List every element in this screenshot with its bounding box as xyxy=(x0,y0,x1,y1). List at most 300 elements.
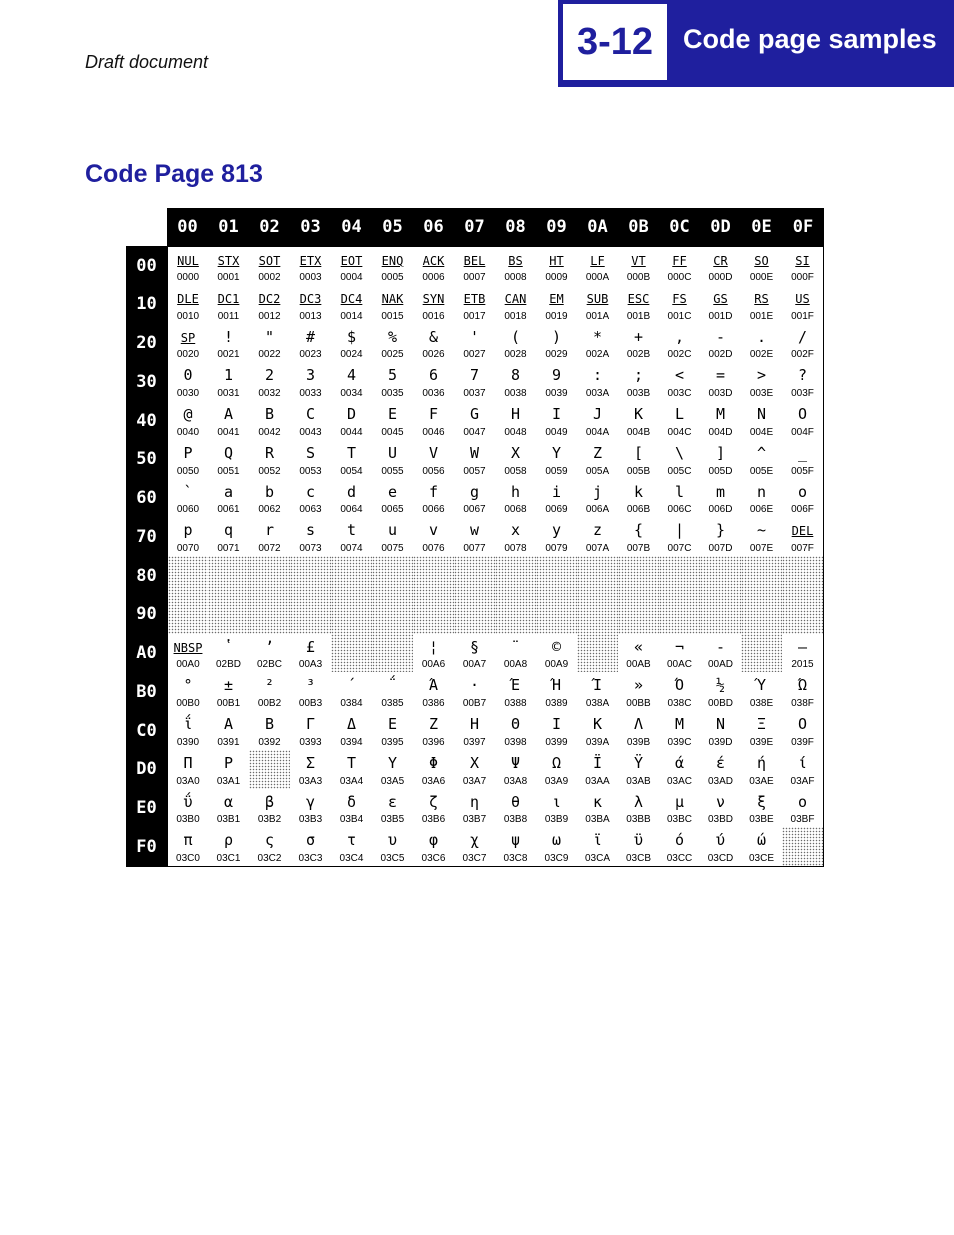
cell-unicode-value: 000B xyxy=(626,271,651,283)
code-cell xyxy=(208,479,250,519)
cell-glyph: e xyxy=(387,482,398,501)
code-cell xyxy=(167,362,209,402)
code-cell xyxy=(331,246,373,286)
code-cell xyxy=(782,789,824,829)
cell-glyph: Ι xyxy=(551,715,562,733)
cell-glyph: C xyxy=(305,405,316,423)
cell-glyph: ρ xyxy=(223,831,234,850)
cell-glyph: A xyxy=(223,405,234,423)
code-cell xyxy=(372,750,414,790)
empty-code-cell xyxy=(331,556,373,596)
cell-unicode-value: 03BB xyxy=(626,814,651,826)
cell-unicode-value: 0025 xyxy=(381,349,404,361)
cell-glyph: U xyxy=(387,443,398,462)
cell-unicode-value: 00B2 xyxy=(257,698,282,709)
cell-unicode-value: 00AC xyxy=(666,659,692,671)
code-cell xyxy=(167,401,209,441)
code-cell xyxy=(208,401,250,441)
empty-code-cell xyxy=(208,556,250,596)
code-cell xyxy=(413,285,455,325)
cell-glyph: σ xyxy=(305,831,316,850)
cell-glyph: [ xyxy=(633,443,644,462)
cell-unicode-value: 006C xyxy=(667,504,692,516)
cell-unicode-value: 03BE xyxy=(749,814,774,826)
code-cell xyxy=(208,711,250,751)
code-cell xyxy=(700,711,742,751)
cell-unicode-value: 001B xyxy=(626,310,651,322)
code-cell xyxy=(659,401,701,441)
cell-glyph: Η xyxy=(469,715,480,733)
code-cell xyxy=(249,440,291,480)
code-cell xyxy=(618,750,660,790)
cell-unicode-value: 0029 xyxy=(545,349,568,361)
cell-unicode-value: 0023 xyxy=(299,349,322,361)
cell-glyph: ύ xyxy=(715,831,726,850)
cell-unicode-value: 0000 xyxy=(176,271,200,283)
code-cell xyxy=(167,246,209,286)
cell-glyph: 2 xyxy=(264,366,275,385)
cell-unicode-value: 0052 xyxy=(258,465,281,477)
empty-code-cell xyxy=(659,595,701,635)
empty-code-cell xyxy=(536,595,578,635)
code-cell xyxy=(495,517,537,557)
code-cell xyxy=(536,440,578,480)
code-cell xyxy=(454,750,496,790)
code-cell xyxy=(495,479,537,519)
code-cell xyxy=(454,634,496,674)
empty-code-cell xyxy=(249,750,291,790)
cell-unicode-value: 0079 xyxy=(545,543,568,554)
page-title: Code Page 813 xyxy=(85,160,263,188)
cell-glyph: ETB xyxy=(463,291,486,306)
cell-glyph: ή xyxy=(756,753,767,772)
code-cell xyxy=(167,440,209,480)
cell-unicode-value: 2015 xyxy=(791,659,814,671)
cell-unicode-value: 0009 xyxy=(545,271,568,283)
cell-unicode-value: 007D xyxy=(708,543,733,554)
empty-code-cell xyxy=(208,595,250,635)
empty-code-cell xyxy=(413,556,455,596)
cell-glyph: ψ xyxy=(510,831,521,850)
empty-code-cell xyxy=(782,556,824,596)
cell-glyph: J xyxy=(592,405,603,423)
code-cell xyxy=(249,517,291,557)
column-header-0D: 0D xyxy=(700,208,741,246)
cell-unicode-value: 0055 xyxy=(381,465,404,477)
cell-unicode-value: 002A xyxy=(585,349,610,361)
cell-unicode-value: 005E xyxy=(749,465,774,477)
cell-unicode-value: 0043 xyxy=(299,426,322,438)
code-cell xyxy=(700,362,742,402)
cell-unicode-value: 03A1 xyxy=(216,775,241,787)
code-cell xyxy=(577,711,619,751)
code-cell xyxy=(454,362,496,402)
code-cell xyxy=(577,440,619,480)
cell-unicode-value: 0040 xyxy=(176,426,200,438)
code-cell xyxy=(208,634,250,674)
cell-glyph: ξ xyxy=(756,792,767,811)
draft-label: Draft document xyxy=(85,52,209,72)
empty-code-cell xyxy=(741,556,783,596)
cell-unicode-value: 0049 xyxy=(545,426,568,438)
cell-unicode-value: 03B9 xyxy=(544,814,569,826)
cell-glyph: ACK xyxy=(422,254,445,268)
empty-code-cell xyxy=(577,595,619,635)
cell-unicode-value: 03A4 xyxy=(339,775,364,787)
cell-unicode-value: 03CD xyxy=(707,853,734,864)
cell-unicode-value: 0050 xyxy=(176,465,200,477)
cell-glyph: DEL xyxy=(791,524,814,539)
cell-glyph: f xyxy=(428,482,439,501)
cell-glyph: 0 xyxy=(183,366,193,385)
cell-glyph: c xyxy=(305,482,316,501)
code-cell xyxy=(208,789,250,829)
cell-glyph: % xyxy=(387,327,398,346)
code-cell xyxy=(495,285,537,325)
row-header-00: 00 xyxy=(126,246,167,285)
cell-glyph: Θ xyxy=(510,715,521,733)
cell-unicode-value: 03CE xyxy=(748,853,774,864)
cell-glyph: NBSP xyxy=(173,640,203,655)
cell-glyph: Ζ xyxy=(428,715,439,733)
code-cell xyxy=(249,479,291,519)
code-cell xyxy=(167,750,209,790)
cell-unicode-value: 03A5 xyxy=(380,775,405,787)
code-cell xyxy=(741,440,783,480)
cell-unicode-value: 03BD xyxy=(707,814,733,826)
cell-glyph: D xyxy=(346,405,357,423)
empty-code-cell xyxy=(167,556,209,596)
cell-glyph: N xyxy=(756,405,767,423)
cell-glyph: } xyxy=(715,521,726,540)
code-cell xyxy=(290,672,332,712)
cell-unicode-value: 03A7 xyxy=(462,775,487,787)
cell-unicode-value: 003F xyxy=(791,388,814,399)
code-cell xyxy=(536,750,578,790)
cell-glyph: § xyxy=(469,637,480,656)
cell-unicode-value: 0024 xyxy=(340,349,363,361)
empty-code-cell xyxy=(249,556,291,596)
code-cell xyxy=(208,246,250,286)
code-cell xyxy=(454,479,496,519)
cell-unicode-value: 0062 xyxy=(258,504,281,516)
section-number: 3-12 xyxy=(563,4,667,80)
cell-glyph: Ή xyxy=(551,676,562,695)
code-cell xyxy=(413,789,455,829)
code-cell xyxy=(331,479,373,519)
cell-unicode-value: 003C xyxy=(667,388,692,399)
empty-code-cell xyxy=(454,595,496,635)
code-cell xyxy=(372,517,414,557)
cell-unicode-value: 007C xyxy=(667,543,692,554)
code-cell xyxy=(741,479,783,519)
code-cell xyxy=(167,672,209,712)
cell-unicode-value: 00A9 xyxy=(544,659,569,671)
column-header-01: 01 xyxy=(208,208,249,246)
column-header-0C: 0C xyxy=(659,208,700,246)
empty-code-cell xyxy=(331,634,373,674)
code-cell xyxy=(167,517,209,557)
cell-glyph: ^ xyxy=(756,443,767,462)
cell-glyph: 6 xyxy=(428,366,439,385)
cell-unicode-value: 038C xyxy=(667,698,692,709)
code-cell xyxy=(372,246,414,286)
cell-unicode-value: 03B5 xyxy=(380,814,405,826)
cell-unicode-value: 0005 xyxy=(381,271,404,283)
cell-glyph: ΐ xyxy=(183,715,193,733)
cell-glyph: L xyxy=(674,405,685,423)
cell-glyph: Ν xyxy=(715,715,726,733)
code-cell xyxy=(700,479,742,519)
cell-unicode-value: 002C xyxy=(667,349,692,361)
cell-unicode-value: 0036 xyxy=(422,388,445,399)
cell-glyph: & xyxy=(428,327,439,346)
cell-glyph: 1 xyxy=(223,366,234,385)
code-cell xyxy=(659,479,701,519)
cell-glyph: ENQ xyxy=(381,254,404,268)
cell-glyph: Έ xyxy=(510,676,521,695)
cell-glyph: ³ xyxy=(305,676,316,695)
code-cell xyxy=(249,789,291,829)
cell-glyph: EM xyxy=(549,291,564,306)
cell-glyph: W xyxy=(469,443,480,462)
code-cell xyxy=(782,440,824,480)
cell-glyph: M xyxy=(715,405,726,423)
cell-glyph: Ξ xyxy=(756,715,767,733)
cell-glyph: Λ xyxy=(633,715,644,733)
cell-glyph: υ xyxy=(387,831,398,850)
code-cell xyxy=(290,362,332,402)
cell-unicode-value: 0063 xyxy=(299,504,322,516)
cell-glyph: BEL xyxy=(463,254,486,268)
cell-glyph: d xyxy=(346,482,357,501)
cell-unicode-value: 0396 xyxy=(422,736,445,748)
code-cell xyxy=(782,324,824,364)
code-cell xyxy=(290,401,332,441)
code-cell xyxy=(741,750,783,790)
cell-unicode-value: 0074 xyxy=(340,543,363,554)
code-cell xyxy=(495,246,537,286)
cell-unicode-value: 03C0 xyxy=(176,853,200,864)
column-header-04: 04 xyxy=(331,208,372,246)
cell-unicode-value: 0395 xyxy=(381,736,404,748)
cell-glyph: ¦ xyxy=(428,637,439,656)
cell-unicode-value: 0068 xyxy=(504,504,527,516)
cell-unicode-value: 0034 xyxy=(340,388,363,399)
cell-unicode-value: 0008 xyxy=(504,271,527,283)
code-cell xyxy=(782,246,824,286)
code-cell xyxy=(618,827,660,867)
code-cell xyxy=(659,672,701,712)
code-cell xyxy=(495,324,537,364)
code-cell xyxy=(577,324,619,364)
cell-unicode-value: 0046 xyxy=(422,426,445,438)
cell-glyph: I xyxy=(551,405,562,423)
cell-glyph: Δ xyxy=(346,715,357,733)
cell-glyph: : xyxy=(592,366,603,385)
cell-unicode-value: 03BF xyxy=(790,814,815,826)
cell-glyph: ' xyxy=(469,327,480,346)
cell-glyph: SP xyxy=(180,330,196,345)
cell-unicode-value: 0030 xyxy=(176,388,200,399)
cell-glyph: SI xyxy=(795,254,810,268)
cell-unicode-value: 0018 xyxy=(504,310,527,322)
cell-unicode-value: 038A xyxy=(585,698,610,709)
cell-unicode-value: 0022 xyxy=(258,349,281,361)
cell-unicode-value: 03C1 xyxy=(216,853,241,864)
cell-glyph: O xyxy=(797,405,808,423)
empty-code-cell xyxy=(700,556,742,596)
cell-unicode-value: 005D xyxy=(708,465,733,477)
cell-unicode-value: 0398 xyxy=(504,736,527,748)
cell-glyph: Ρ xyxy=(223,753,234,772)
row-header-80: 80 xyxy=(126,556,167,595)
cell-unicode-value: 0058 xyxy=(504,465,527,477)
code-cell xyxy=(618,479,660,519)
cell-unicode-value: 000C xyxy=(667,271,692,283)
cell-unicode-value: 0056 xyxy=(422,465,445,477)
cell-unicode-value: 0035 xyxy=(381,388,404,399)
code-cell xyxy=(413,479,455,519)
cell-glyph: 5 xyxy=(387,366,398,385)
empty-code-cell xyxy=(249,595,291,635)
cell-glyph: Ϊ xyxy=(592,753,603,772)
cell-glyph: Ί xyxy=(592,676,603,695)
code-cell xyxy=(167,711,209,751)
cell-unicode-value: 03BC xyxy=(666,814,692,826)
cell-glyph: Φ xyxy=(428,753,439,772)
cell-unicode-value: 0053 xyxy=(299,465,322,477)
column-header-0F: 0F xyxy=(782,208,824,246)
cell-glyph: Ό xyxy=(674,676,685,695)
code-cell xyxy=(536,711,578,751)
code-cell xyxy=(782,750,824,790)
cell-unicode-value: 004D xyxy=(708,426,733,438)
cell-unicode-value: 0001 xyxy=(217,271,240,283)
code-cell xyxy=(495,750,537,790)
cell-glyph: DLE xyxy=(177,291,199,306)
cell-glyph: δ xyxy=(346,792,357,811)
cell-unicode-value: 006A xyxy=(585,504,610,516)
code-cell xyxy=(331,401,373,441)
code-cell xyxy=(454,711,496,751)
cell-unicode-value: 0071 xyxy=(217,543,240,554)
cell-unicode-value: 002B xyxy=(626,349,651,361)
cell-glyph: LF xyxy=(590,254,605,268)
cell-unicode-value: 007E xyxy=(749,543,774,554)
code-cell xyxy=(659,285,701,325)
code-cell xyxy=(290,711,332,751)
code-cell xyxy=(618,362,660,402)
cell-unicode-value: 03CB xyxy=(625,853,651,864)
cell-unicode-value: 0385 xyxy=(381,698,404,709)
code-cell xyxy=(618,634,660,674)
cell-unicode-value: 03AC xyxy=(666,775,692,787)
code-cell xyxy=(413,711,455,751)
code-cell xyxy=(454,517,496,557)
code-cell xyxy=(249,634,291,674)
code-cell xyxy=(331,362,373,402)
cell-glyph: p xyxy=(183,521,193,540)
cell-unicode-value: 02BC xyxy=(256,659,282,671)
code-cell xyxy=(536,246,578,286)
code-cell xyxy=(577,362,619,402)
cell-unicode-value: 005F xyxy=(791,465,814,477)
code-cell xyxy=(454,789,496,829)
cell-unicode-value: 005B xyxy=(626,465,651,477)
code-cell xyxy=(495,634,537,674)
cell-glyph: STX xyxy=(217,254,240,268)
cell-glyph: ½ xyxy=(715,676,726,695)
code-cell xyxy=(495,711,537,751)
code-cell xyxy=(331,440,373,480)
cell-glyph: β xyxy=(264,792,275,811)
cell-glyph: γ xyxy=(305,792,316,811)
cell-unicode-value: 0014 xyxy=(340,310,363,322)
cell-unicode-value: 00B7 xyxy=(462,698,487,709)
cell-glyph: ε xyxy=(387,792,398,811)
cell-unicode-value: 001E xyxy=(749,310,774,322)
cell-glyph: . xyxy=(756,327,767,346)
code-cell xyxy=(413,401,455,441)
code-cell xyxy=(577,479,619,519)
code-cell xyxy=(413,246,455,286)
code-cell xyxy=(413,440,455,480)
code-cell xyxy=(290,789,332,829)
cell-unicode-value: 0389 xyxy=(545,698,568,709)
cell-glyph: ~ xyxy=(756,521,767,540)
cell-glyph: NAK xyxy=(381,291,404,306)
code-cell xyxy=(372,479,414,519)
code-cell xyxy=(208,440,250,480)
row-header-C0: C0 xyxy=(126,711,167,750)
cell-glyph: CAN xyxy=(504,291,527,306)
code-cell xyxy=(413,517,455,557)
cell-unicode-value: 0066 xyxy=(422,504,445,516)
cell-glyph: Ϋ xyxy=(633,753,644,772)
code-cell xyxy=(454,401,496,441)
code-cell xyxy=(741,285,783,325)
cell-unicode-value: 006B xyxy=(626,504,651,516)
cell-glyph: Q xyxy=(223,443,234,462)
cell-glyph: / xyxy=(797,327,808,346)
code-cell xyxy=(167,285,209,325)
code-cell xyxy=(618,324,660,364)
cell-unicode-value: 0027 xyxy=(463,349,486,361)
code-cell xyxy=(290,246,332,286)
cell-unicode-value: 0059 xyxy=(545,465,568,477)
cell-glyph: z xyxy=(592,521,603,540)
cell-glyph: i xyxy=(551,482,562,501)
code-cell xyxy=(249,285,291,325)
code-cell xyxy=(782,362,824,402)
cell-unicode-value: 0019 xyxy=(545,310,568,322)
cell-unicode-value: 00B3 xyxy=(298,698,323,709)
code-cell xyxy=(741,672,783,712)
cell-glyph: 9 xyxy=(551,366,562,385)
code-cell xyxy=(208,285,250,325)
code-cell xyxy=(331,750,373,790)
cell-unicode-value: 00A7 xyxy=(462,659,487,671)
cell-unicode-value: 03A6 xyxy=(421,775,446,787)
code-cell xyxy=(249,672,291,712)
cell-unicode-value: 00A0 xyxy=(176,659,200,671)
row-header-E0: E0 xyxy=(126,789,167,828)
code-cell xyxy=(700,750,742,790)
empty-code-cell xyxy=(372,556,414,596)
cell-unicode-value: 0076 xyxy=(422,543,445,554)
code-cell xyxy=(700,634,742,674)
